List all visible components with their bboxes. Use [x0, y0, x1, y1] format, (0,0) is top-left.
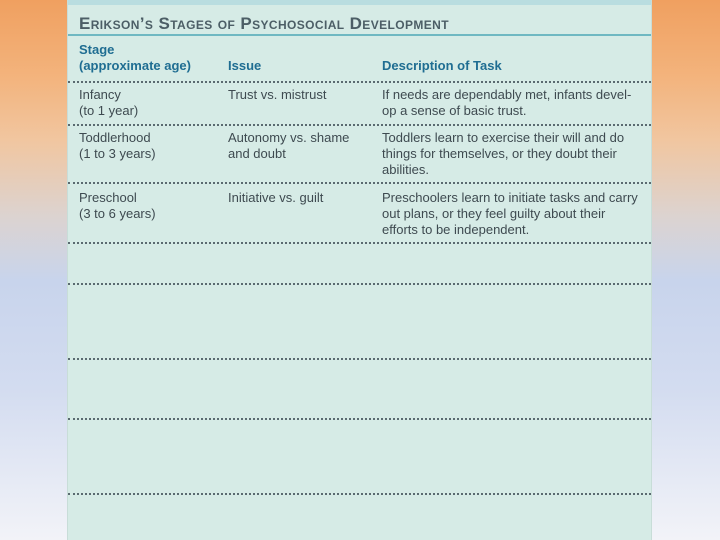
description-line: Preschoolers learn to initiate tasks and carry	[382, 190, 638, 205]
header-stage-age: (approximate age)	[79, 58, 191, 73]
table-header-row	[68, 40, 651, 80]
row-divider	[68, 242, 651, 244]
header-stage-label: Stage	[79, 42, 115, 57]
issue-cell	[228, 87, 378, 103]
header-issue: Issue	[228, 58, 262, 73]
description-line: Toddlers learn to exercise their will and do	[382, 130, 625, 145]
row-divider	[68, 418, 651, 420]
description-line: things for themselves, or they doubt their	[382, 146, 617, 161]
slide-panel	[68, 0, 651, 540]
row-divider	[68, 283, 651, 285]
stage-age: (to 1 year)	[79, 103, 139, 118]
issue-text: Initiative vs. guilt	[228, 190, 324, 205]
stage-cell	[79, 87, 224, 119]
description-cell	[382, 87, 644, 119]
description-line: op a sense of basic trust.	[382, 103, 527, 118]
row-divider	[68, 493, 651, 495]
description-cell	[382, 190, 644, 238]
table-row	[68, 130, 651, 182]
issue-text: Trust vs. mistrust	[228, 87, 327, 102]
table-title-bar	[68, 0, 651, 36]
row-divider	[68, 182, 651, 184]
description-line: If needs are dependably met, infants devel-	[382, 87, 632, 102]
row-divider	[68, 81, 651, 83]
stage-name: Infancy	[79, 87, 121, 102]
table-row	[68, 190, 651, 242]
stage-age: (3 to 6 years)	[79, 206, 156, 221]
header-stage	[79, 42, 224, 74]
stage-name: Preschool	[79, 190, 137, 205]
table-title: Erikson’s Stages of Psychosocial Development	[79, 14, 449, 33]
row-divider	[68, 124, 651, 126]
row-divider	[68, 358, 651, 360]
issue-cell	[228, 130, 378, 162]
issue-text: and doubt	[228, 146, 286, 161]
description-line: efforts to be independent.	[382, 222, 530, 237]
stage-name: Toddlerhood	[79, 130, 151, 145]
issue-cell	[228, 190, 378, 206]
description-line: abilities.	[382, 162, 429, 177]
stage-age: (1 to 3 years)	[79, 146, 156, 161]
header-description: Description of Task	[382, 58, 502, 73]
table-row	[68, 87, 651, 125]
stage-cell	[79, 130, 224, 162]
description-line: out plans, or they feel guilty about their	[382, 206, 606, 221]
stage-cell	[79, 190, 224, 222]
description-cell	[382, 130, 644, 178]
issue-text: Autonomy vs. shame	[228, 130, 350, 145]
